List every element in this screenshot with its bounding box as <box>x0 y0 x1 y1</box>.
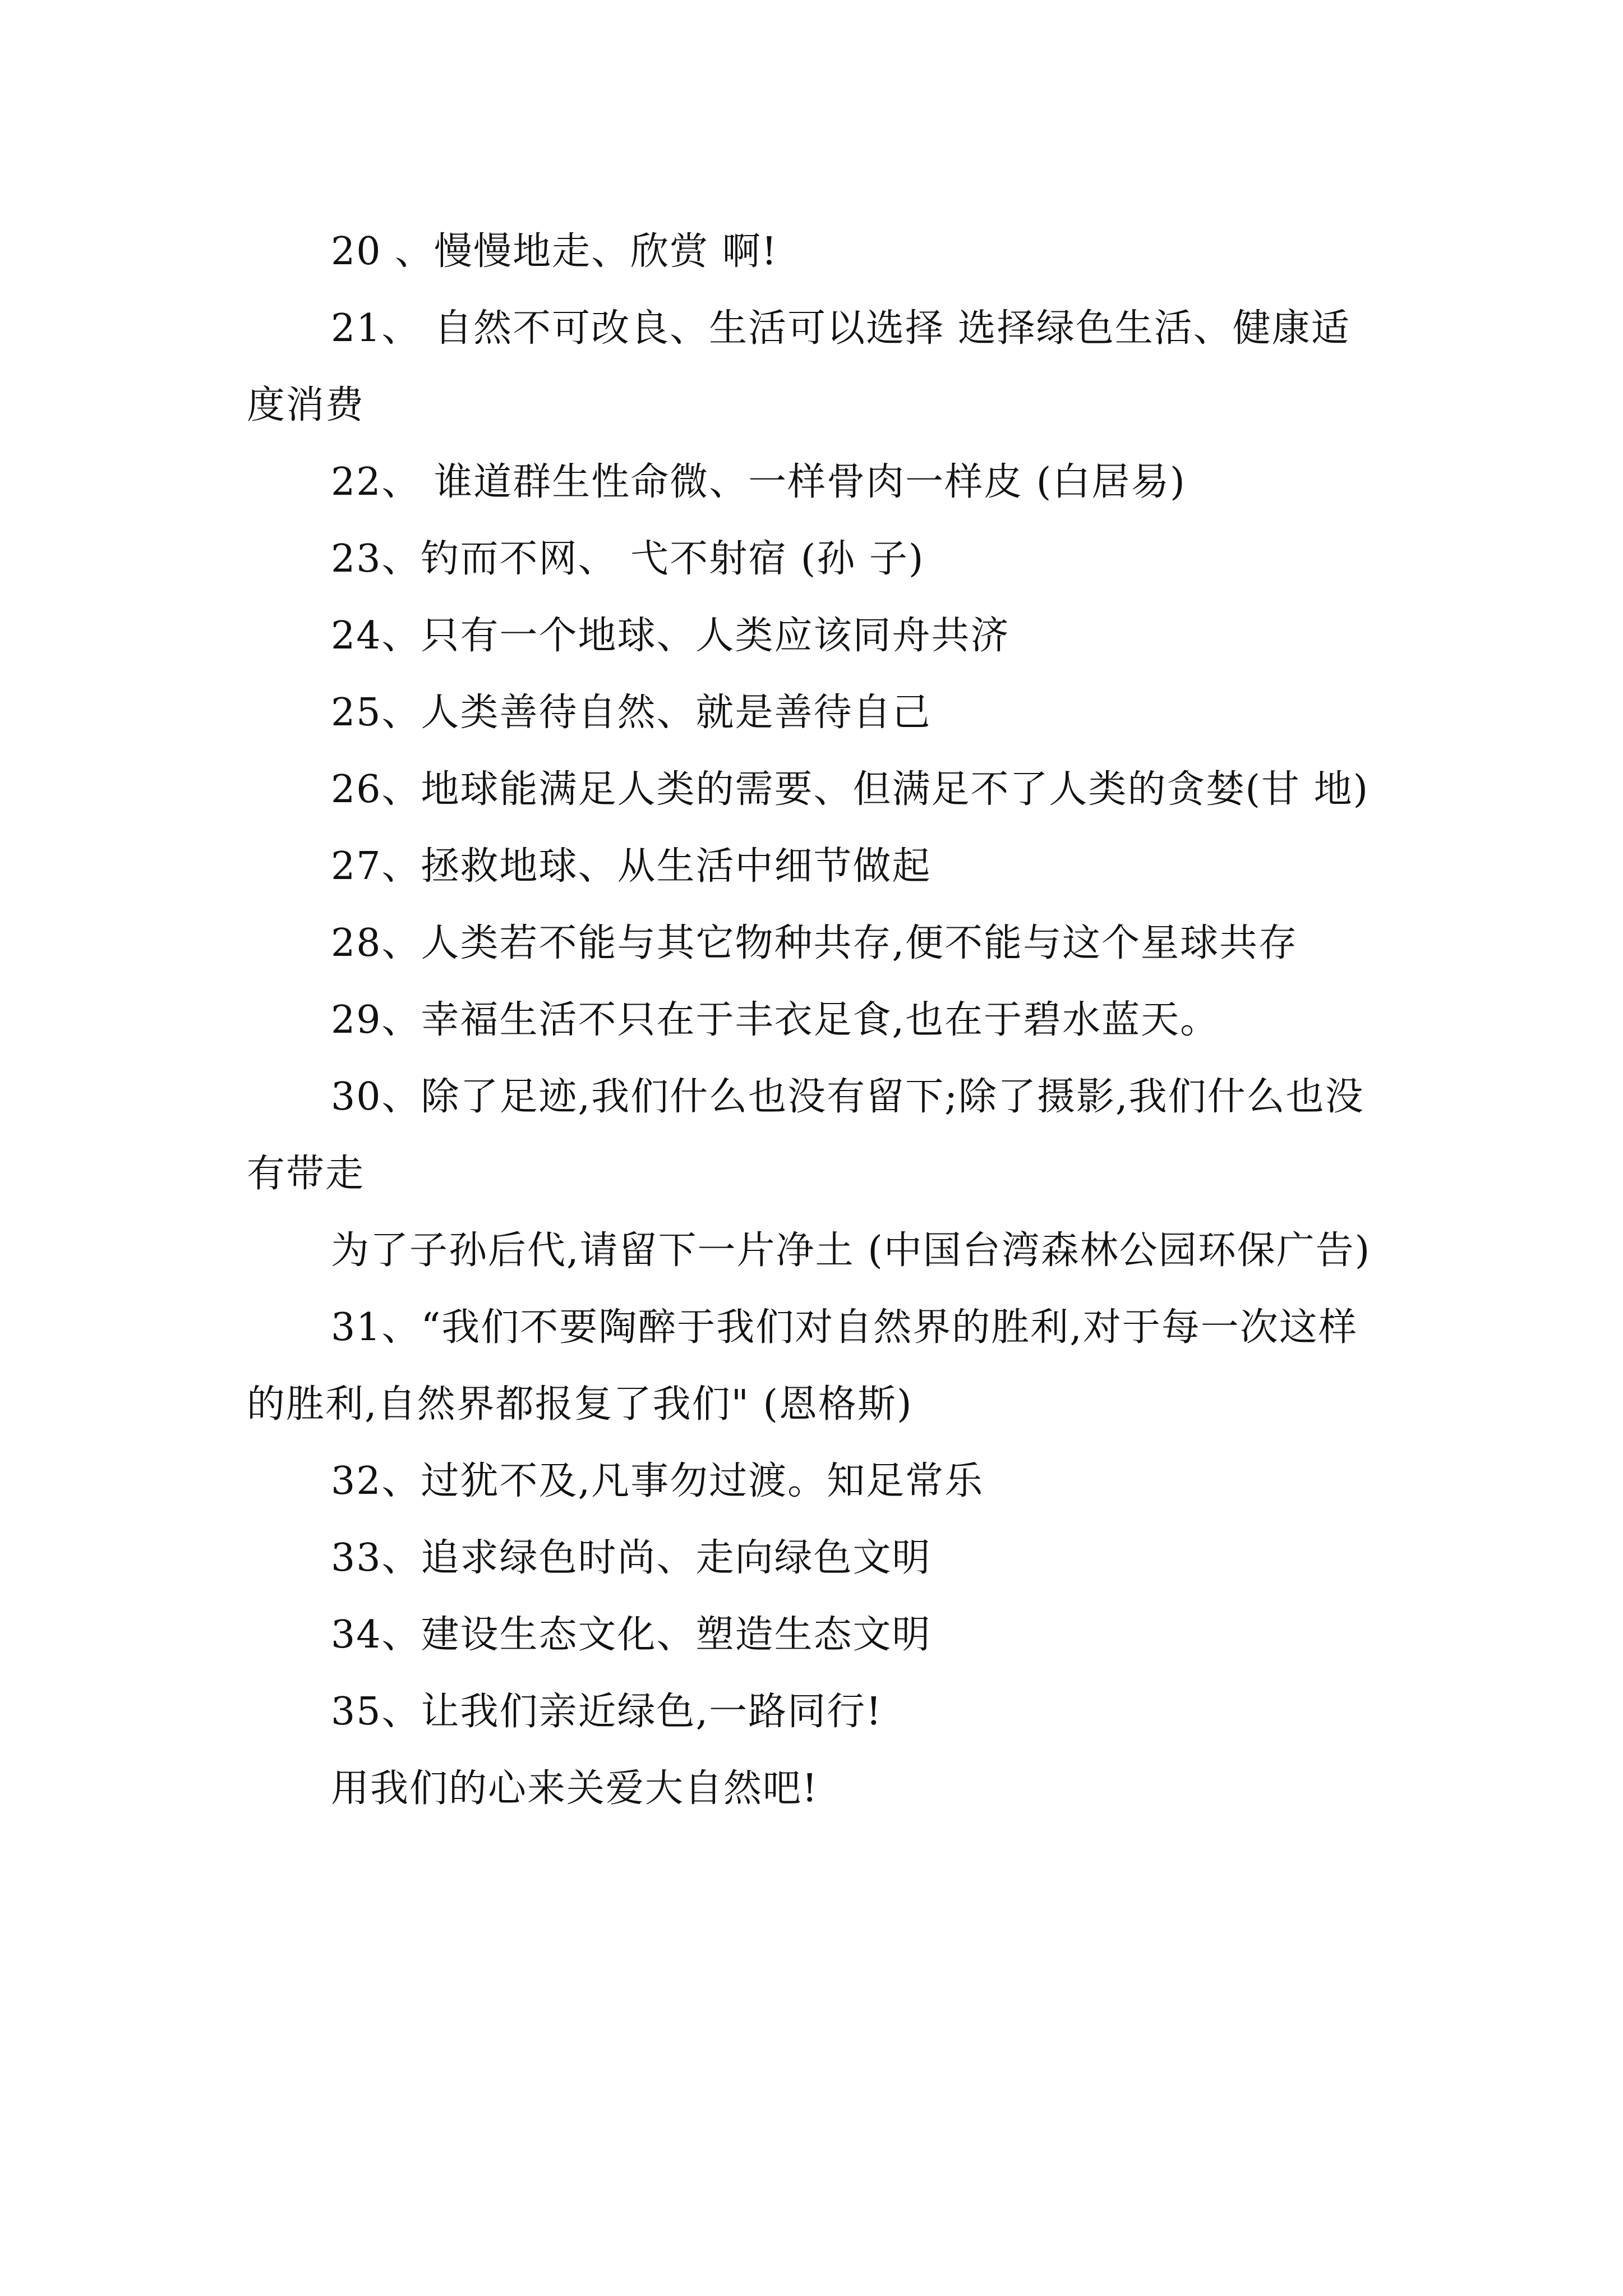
paragraph: 25、人类善待自然、就是善待自己 <box>331 691 932 735</box>
paragraph: 29、幸福生活不只在于丰衣足食,也在于碧水蓝天。 <box>331 998 1220 1042</box>
paragraph: 用我们的心来关爱大自然吧! <box>331 1766 819 1811</box>
paragraph: 27、拯救地球、从生活中细节做起 <box>331 844 932 889</box>
paragraph: 35、让我们亲近绿色,一路同行! <box>331 1690 883 1734</box>
document-body <box>247 213 1380 1827</box>
paragraph: 24、只有一个地球、人类应该同舟共济 <box>331 614 1010 658</box>
paragraph: 22、 谁道群生性命微、一样骨肉一样皮 (白居易) <box>331 460 1186 504</box>
paragraph: 33、追求绿色时尚、走向绿色文明 <box>331 1536 932 1580</box>
paragraph: 31、“我们不要陶醉于我们对自然界的胜利,对于每一次这样的胜利,自然界都报复了我们" (恩格斯) <box>247 1305 1358 1427</box>
paragraph: 20 、慢慢地走、欣赏 啊! <box>331 229 778 274</box>
paragraph: 23、钓而不网、 弋不射宿 (孙 子) <box>331 537 925 581</box>
paragraph: 30、除了足迹,我们什么也没有留下;除了摄影,我们什么也没有带走 <box>247 1075 1364 1196</box>
paragraph: 为了子孙后代,请留下一片净土 (中国台湾森林公园环保广告) <box>331 1228 1371 1273</box>
paragraph: 21、 自然不可改良、生活可以选择 选择绿色生活、健康适度消费 <box>247 306 1350 427</box>
paragraph: 32、过犹不及,凡事勿过渡。知足常乐 <box>331 1459 984 1503</box>
paragraph: 28、人类若不能与其它物种共存,便不能与这个星球共存 <box>331 921 1298 965</box>
paragraph: 34、建设生态文化、塑造生态文明 <box>331 1613 932 1657</box>
paragraph: 26、地球能满足人类的需要、但满足不了人类的贪婪(甘 地) <box>331 767 1370 812</box>
